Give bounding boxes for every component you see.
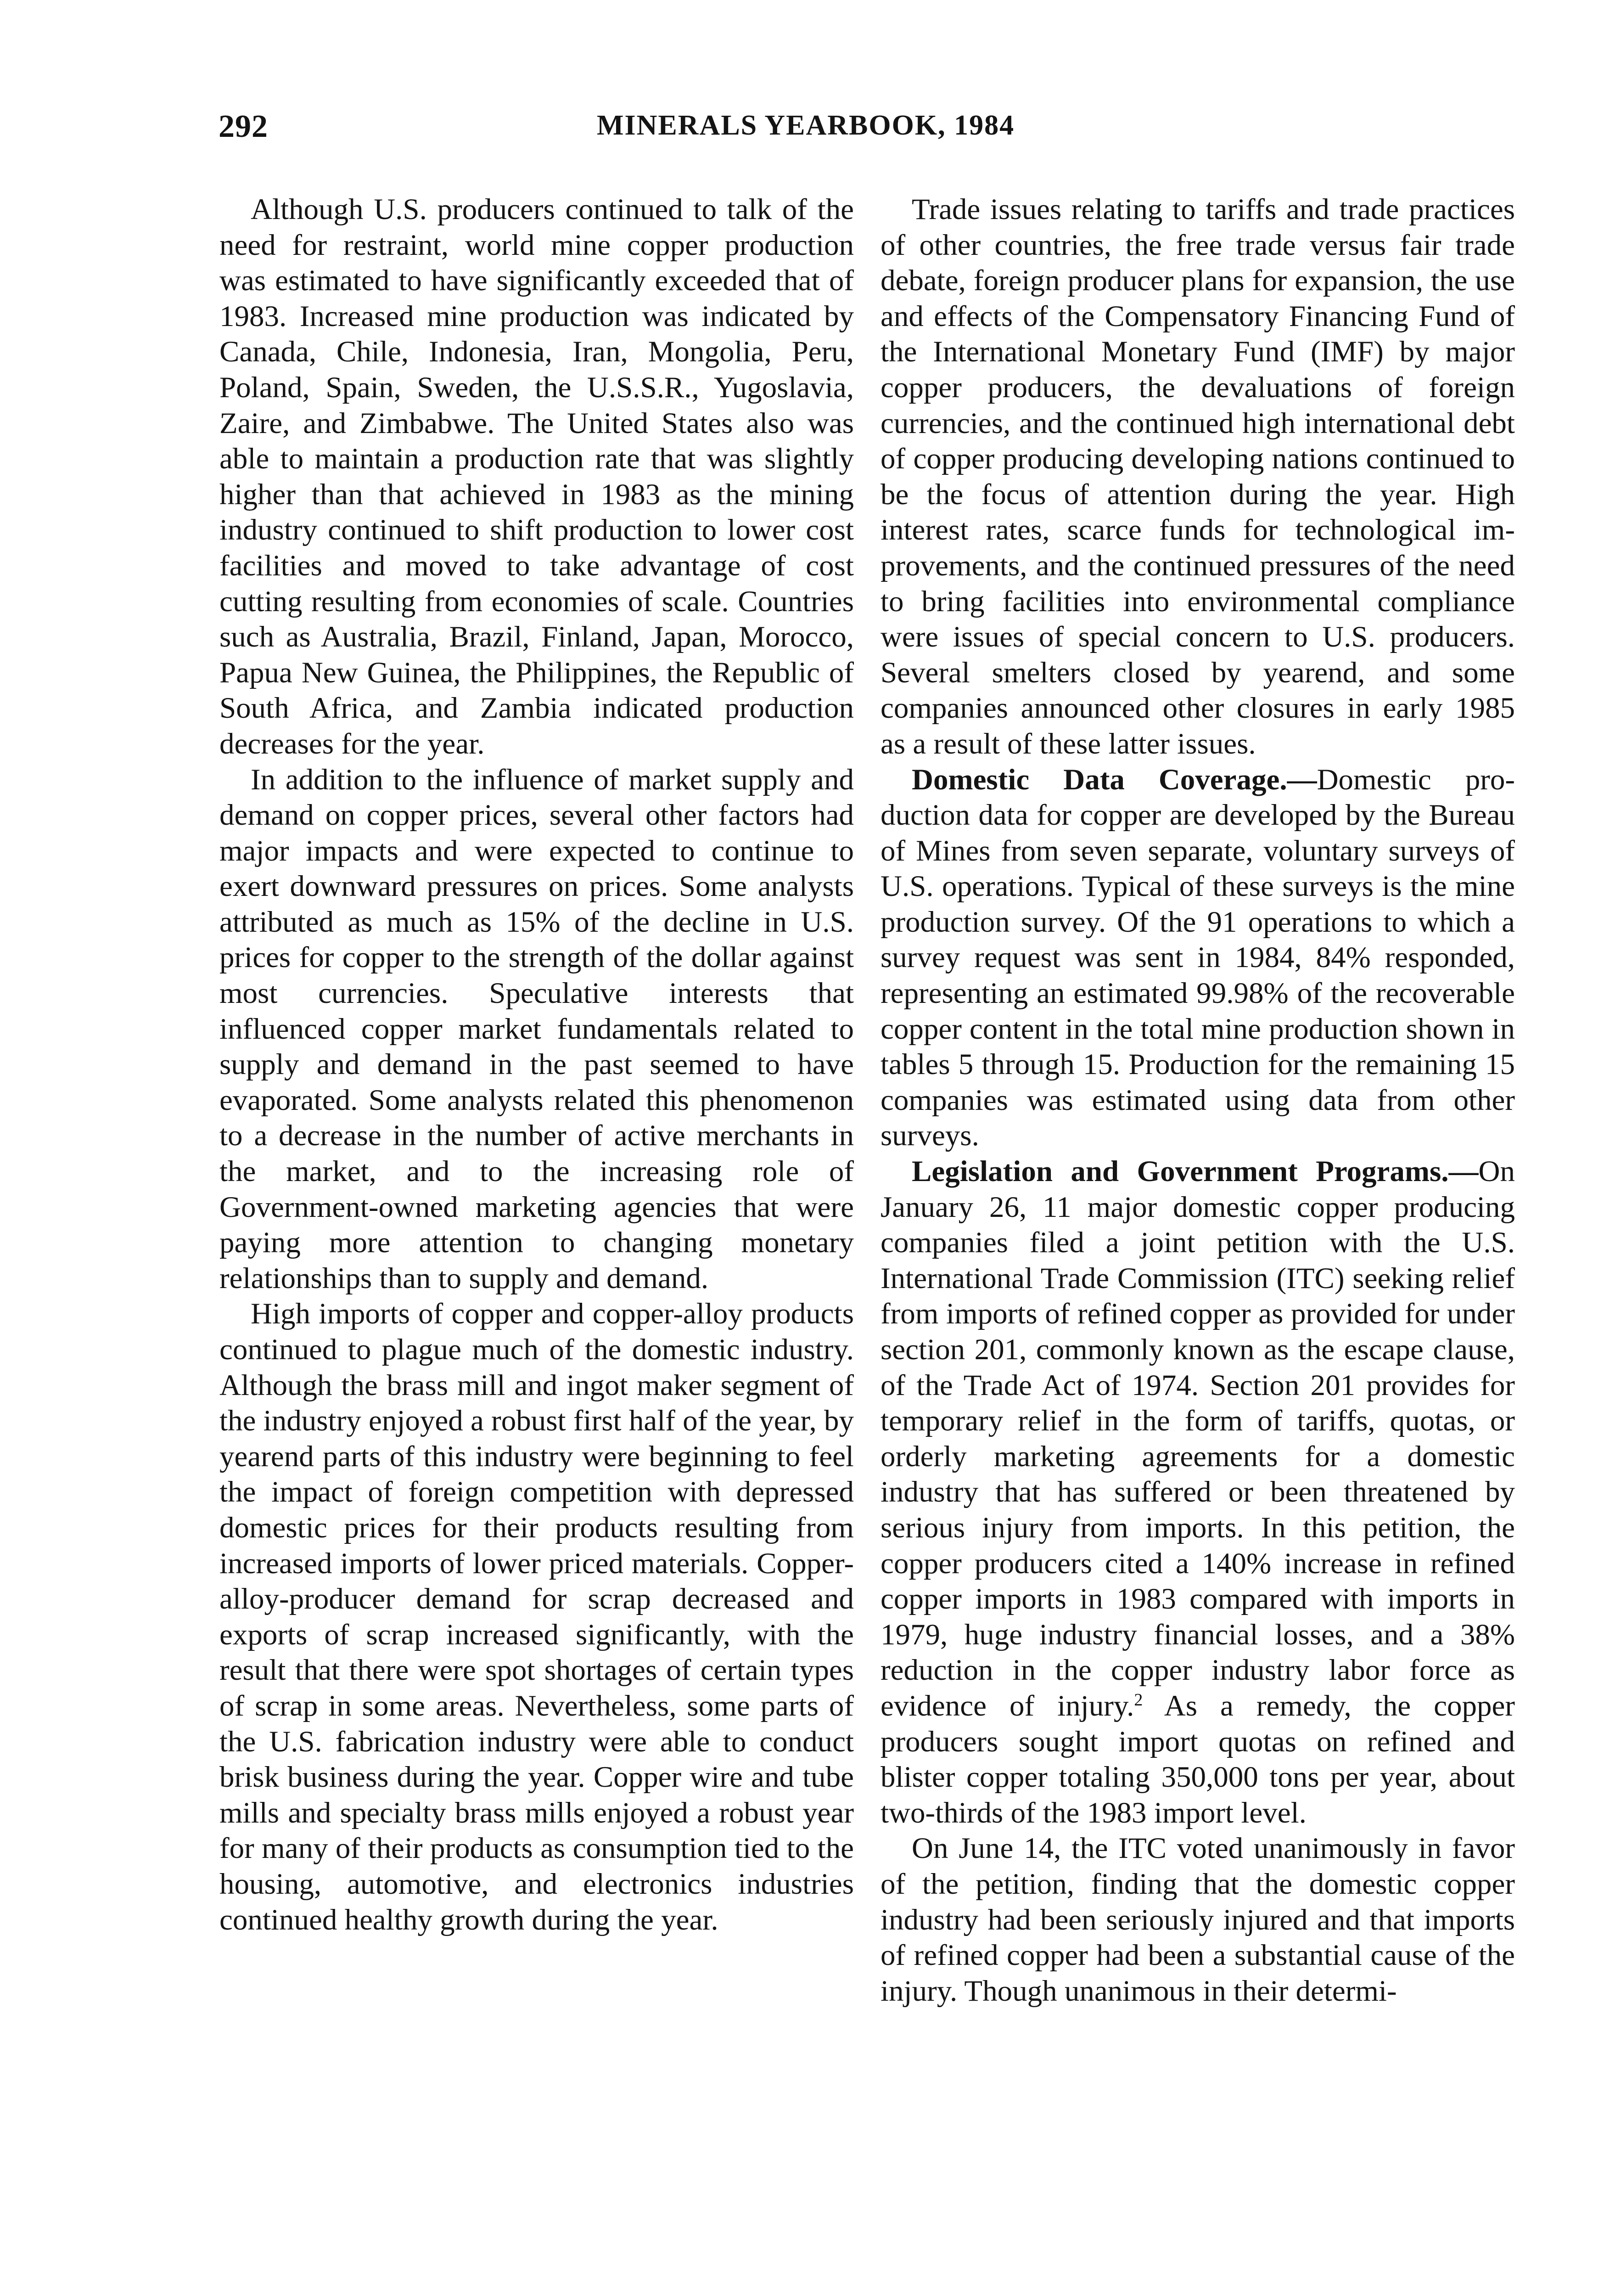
right-column <box>881 192 1515 2009</box>
legislation-text-continued: As a remedy, the copper producers sought import quotas on refined and blister copper totaling 350,000 tons per year, about two-thirds of the 1983 import level. <box>881 1689 1515 1829</box>
paragraph-domestic-data <box>881 762 1515 1154</box>
paragraph-trade-issues: Trade issues relating to tariffs and trade practices of other countries, the free trade versus fair trade debate, foreign producer plans for expansion, the use and effects of the Compensatory Financing Fund of the International Monetary Fund (IMF) by major copper producers, the devaluations of foreign currencies, and the continued high international debt of copper producing developing nations continued to be the focus of attention during the year. High interest rates, scarce funds for technological improvements, and the continued pressures of the need to bring facilities into environmental compliance were issues of special concern to U.S. producers. Several smelters closed by yearend, and some companies announced other closures in early 1985 as a result of these latter issues. <box>881 193 1515 760</box>
footnote-reference: 2 <box>1134 1690 1143 1710</box>
legislation-heading: Legislation and Government Programs.— <box>912 1155 1479 1188</box>
paragraph-legislation <box>881 1154 1515 1831</box>
domestic-data-text: Domestic production data for copper are developed by the Bureau of Mines from seven separate, voluntary surveys of U.S. operations. Typical of these surveys is the mine production survey. Of the 91 operations to which a survey request was sent in 1984, 84% responded, representing an estimated 99.98% of the recoverable copper content in the total mine production shown in tables 5 through 15. Production for the remaining 15 companies was estimated using data from other surveys. <box>881 763 1515 1153</box>
paragraph-market-factors: In addition to the influence of market supply and demand on copper prices, several other factors had major impacts and were expected to continue to exert downward pressures on prices. Some analysts attributed as much as 15% of the decline in U.S. prices for copper to the strength of the dollar against most currencies. Speculative interests that influenced copper market fundamentals related to supply and demand in the past seemed to have evaporated. Some analysts related this phenomenon to a decrease in the number of active merchants in the market, and to the increasing role of Government-owned marketing agencies that were paying more attention to changing monetary relationships than to supply and demand. <box>219 763 854 1295</box>
left-column <box>219 192 854 1938</box>
page-number: 292 <box>219 109 268 144</box>
paragraph-world-production: Although U.S. producers continued to talk of the need for restraint, world mine copper production was estimated to have significantly exceeded that of 1983. Increased mine production was indicated by Canada, Chile, Indonesia, Iran, Mongolia, Peru, Poland, Spain, Sweden, the U.S.S.R., Yugoslavia, Zaire, and Zimbabwe. The United States also was able to maintain a production rate that was slightly higher than that achieved in 1983 as the mining industry continued to shift production to lower cost facilities and moved to take advantage of cost cutting resulting from economies of scale. Countries such as Australia, Brazil, Finland, Japan, Morocco, Papua New Guinea, the Philippines, the Republic of South Africa, and Zambia indicated production decreases for the year. <box>219 193 854 760</box>
paragraph-imports: High imports of copper and copper-alloy products continued to plague much of the domestic industry. Although the brass mill and ingot maker segment of the industry enjoyed a robust first half of the year, by yearend parts of this industry were beginning to feel the impact of foreign competition with depressed domestic prices for their products resulting from increased imports of lower priced materials. Copper-alloy-producer demand for scrap decreased and exports of scrap increased significantly, with the result that there were spot shortages of certain types of scrap in some areas. Nevertheless, some parts of the U.S. fabrication industry were able to conduct brisk business during the year. Copper wire and tube mills and specialty brass mills enjoyed a robust year for many of their products as consumption tied to the housing, automotive, and electronics industries continued healthy growth during the year. <box>219 1297 854 1936</box>
running-title: MINERALS YEARBOOK, 1984 <box>597 110 1015 141</box>
paragraph-itc-vote: On June 14, the ITC voted unanimously in favor of the petition, finding that the domestic copper industry had been seriously injured and that imports of refined copper had been a substantial cause of the injury. Though unanimous in their determi- <box>881 1832 1515 2008</box>
legislation-text: On January 26, 11 major domestic copper producing companies filed a joint petition with the U.S. International Trade Commission (ITC) seeking relief from imports of refined copper as provided for under section 201, commonly known as the escape clause, of the Trade Act of 1974. Section 201 provides for temporary relief in the form of tariffs, quotas, or orderly marketing agreements for a domestic industry that has suffered or been threatened by serious injury from imports. In this petition, the copper producers cited a 140% increase in refined copper imports in 1983 compared with imports in 1979, huge industry financial losses, and a 38% reduction in the copper industry labor force as evidence of injury. <box>881 1155 1515 1722</box>
domestic-data-heading: Domestic Data Coverage.— <box>912 763 1317 796</box>
